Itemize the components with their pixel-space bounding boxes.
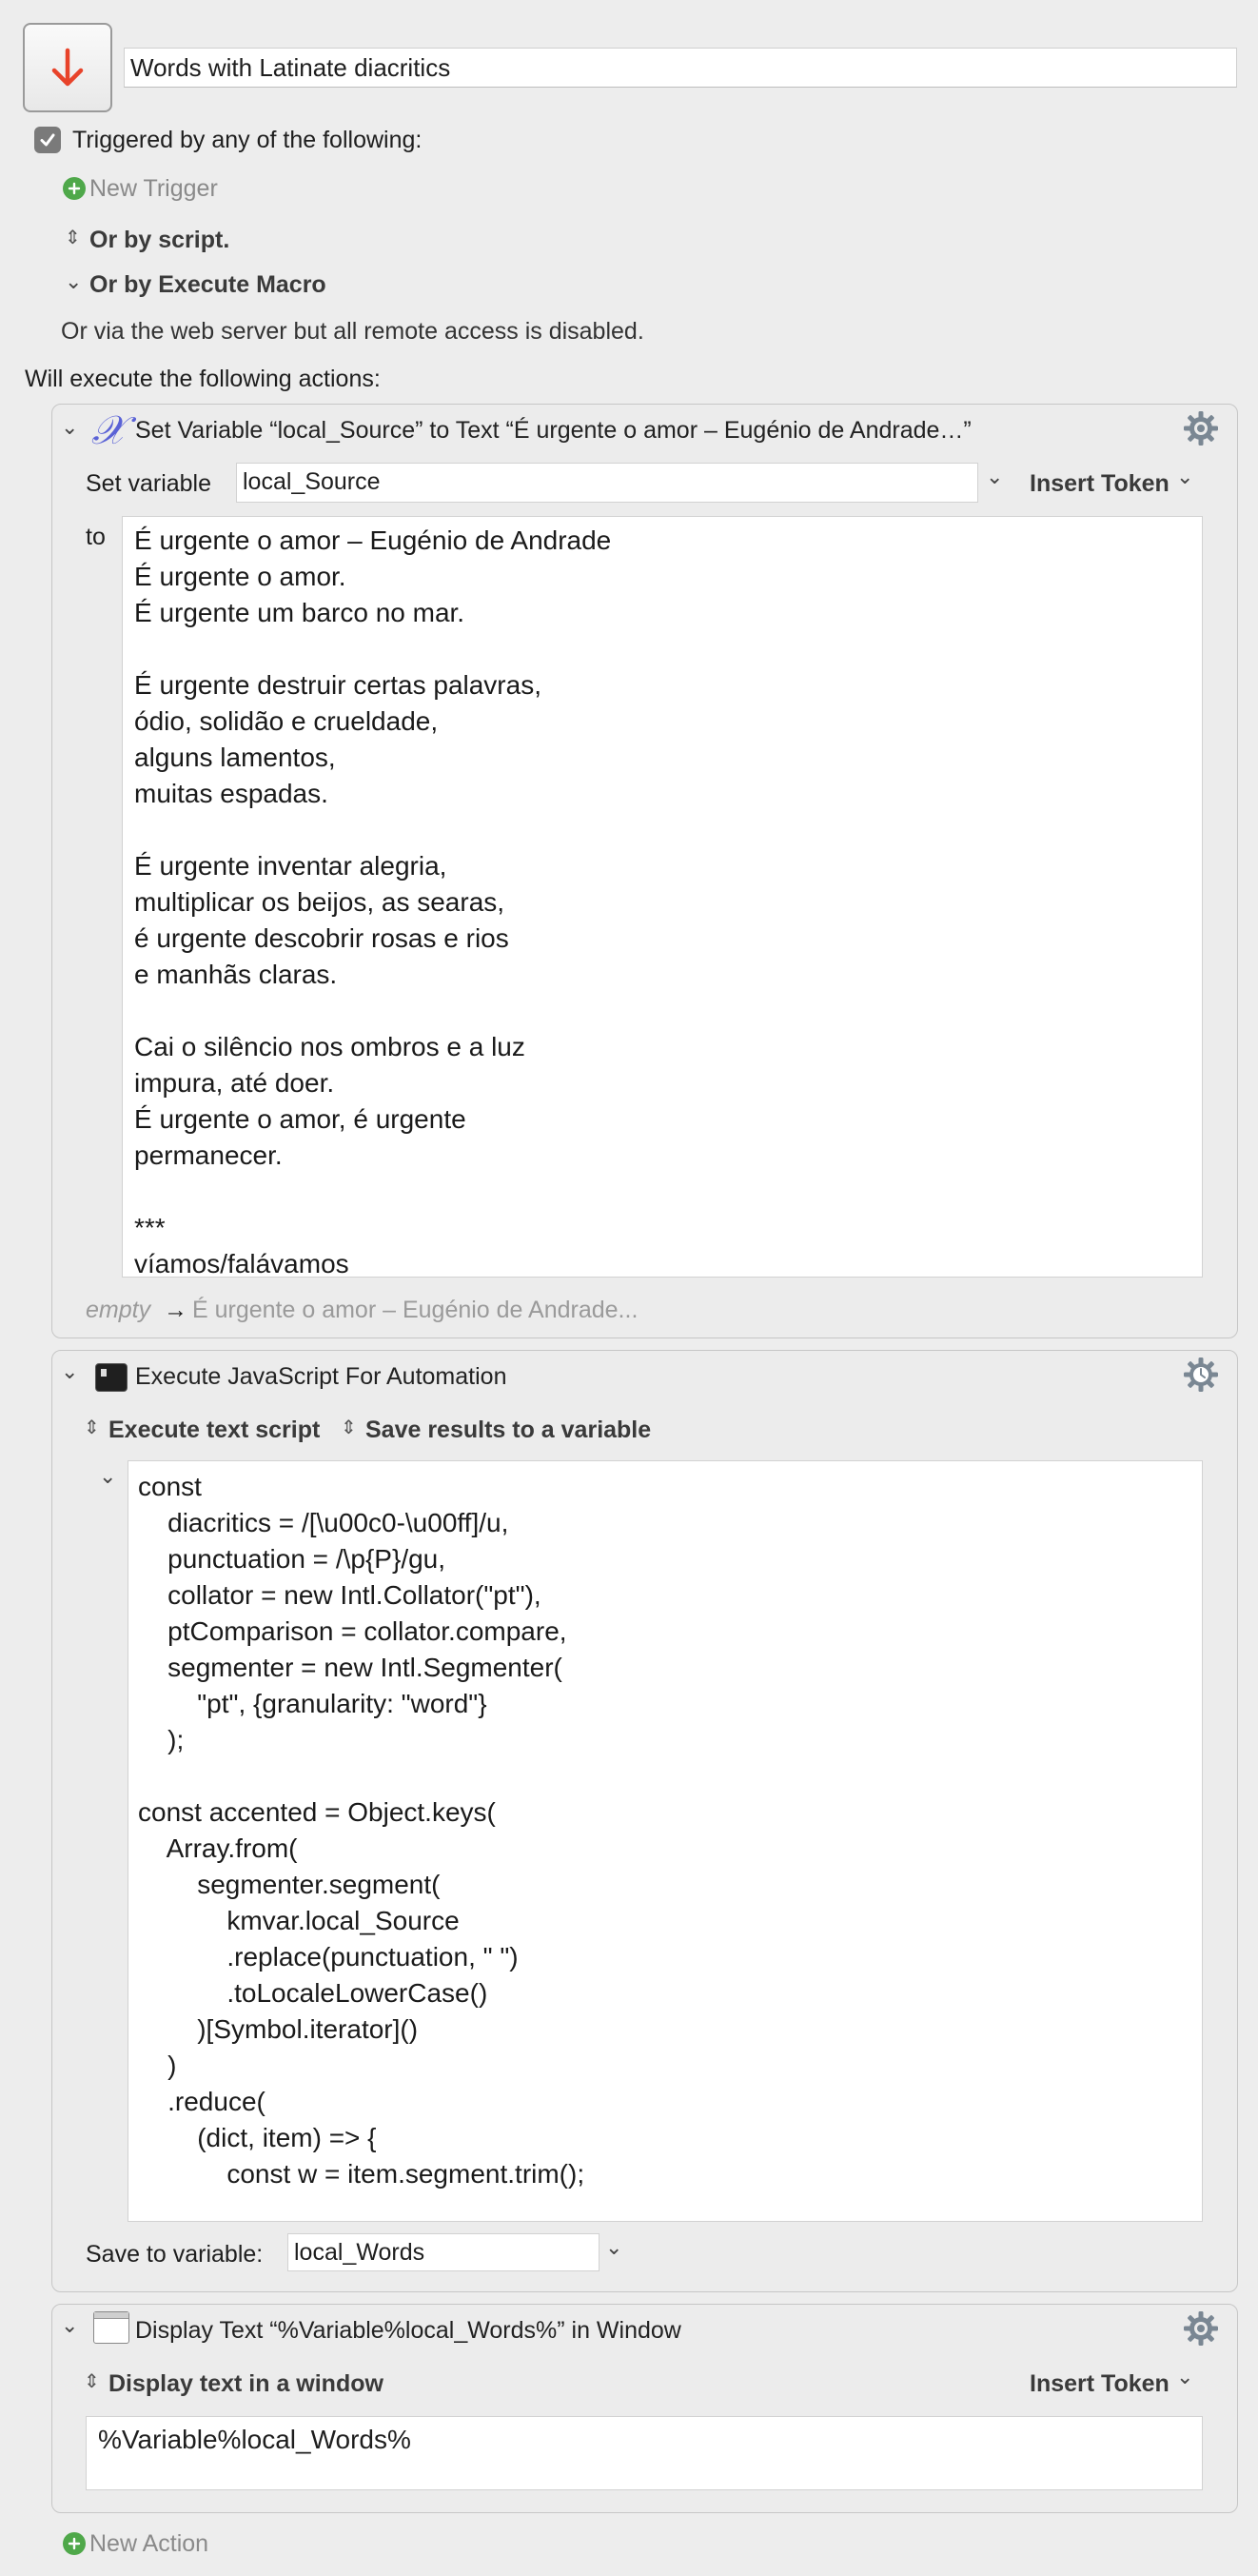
window-icon: [93, 2311, 129, 2344]
preview-value: É urgente o amor – Eugénio de Andrade...: [192, 1297, 639, 1323]
code-line: );: [138, 1725, 185, 1754]
code-line: Array.from(: [138, 1833, 298, 1863]
preview-arrow-icon: →: [164, 1297, 187, 1323]
gear-icon[interactable]: [1182, 2309, 1220, 2348]
code-line: [138, 1758, 1202, 1794]
code-line: diacritics = /[\u00c0-\u00ff]/u,: [138, 1508, 509, 1537]
preview-empty-label: empty: [86, 1297, 151, 1323]
text-line: impura, até doer.: [134, 1068, 335, 1098]
new-trigger-button[interactable]: New Trigger: [89, 175, 218, 202]
text-line: É urgente um barco no mar.: [134, 598, 465, 627]
code-line: .reduce(: [138, 2087, 265, 2116]
updown-chevron-icon: ⇕: [84, 2371, 100, 2392]
text-line: É urgente destruir certas palavras,: [134, 670, 541, 700]
text-line: [134, 812, 1202, 848]
new-action-plus-icon[interactable]: [63, 2532, 86, 2555]
chevron-down-icon[interactable]: ⌄: [65, 269, 83, 293]
script-editor[interactable]: [128, 1460, 1203, 2222]
display-mode-popup[interactable]: Display text in a window: [108, 2370, 383, 2397]
text-line: [134, 993, 1202, 1029]
text-line: É urgente o amor, é urgente: [134, 1104, 466, 1134]
text-line: Cai o silêncio nos ombros e a luz: [134, 1032, 525, 1061]
text-line: multiplicar os beijos, as searas,: [134, 887, 505, 917]
gear-icon[interactable]: [1182, 409, 1220, 447]
text-line: alguns lamentos,: [134, 743, 336, 772]
text-line: é urgente descobrir rosas e rios: [134, 923, 509, 953]
updown-chevron-icon: ⇕: [84, 1417, 100, 1438]
text-line: [134, 1174, 1202, 1210]
text-line: e manhãs claras.: [134, 960, 338, 989]
text-line: permanecer.: [134, 1140, 283, 1170]
insert-token-chevron-icon[interactable]: ⌄: [1176, 465, 1194, 488]
text-line: É urgente o amor.: [134, 562, 346, 591]
code-line: collator = new Intl.Collator("pt"),: [138, 1580, 541, 1610]
code-line: const: [138, 1472, 202, 1501]
variable-dropdown-chevron-icon[interactable]: ⌄: [986, 465, 1004, 488]
display-text-field[interactable]: %Variable%local_Words%: [86, 2416, 1203, 2490]
text-line: É urgente inventar alegria,: [134, 851, 447, 881]
insert-token-button[interactable]: Insert Token: [1030, 470, 1170, 497]
collapse-chevron-icon[interactable]: ⌄: [61, 415, 79, 439]
updown-chevron-icon: ⇕: [341, 1417, 357, 1438]
code-line: ): [138, 2051, 177, 2080]
insert-token-button[interactable]: Insert Token: [1030, 2370, 1170, 2397]
variable-x-icon: 𝒳: [91, 409, 127, 453]
insert-token-chevron-icon[interactable]: ⌄: [1176, 2365, 1194, 2388]
text-line: víamos/falávamos: [134, 1249, 349, 1278]
macro-name-field[interactable]: Words with Latinate diacritics: [124, 48, 1237, 88]
new-action-button[interactable]: New Action: [89, 2530, 209, 2557]
fold-chevron-icon[interactable]: ⌄: [99, 1464, 117, 1488]
new-trigger-plus-icon[interactable]: [63, 177, 86, 200]
set-variable-title: Set Variable “local_Source” to Text “É urgente o amor – Eugénio de Andrade…”: [135, 417, 972, 444]
terminal-icon: [95, 1363, 128, 1392]
clock-gear-icon[interactable]: [1182, 1356, 1220, 1394]
code-line: punctuation = /\p{P}/gu,: [138, 1544, 446, 1574]
code-line: .replace(punctuation, " "): [138, 1942, 519, 1972]
checkmark-icon: [38, 130, 57, 149]
text-line: ***: [134, 1213, 166, 1242]
text-line: [134, 631, 1202, 667]
save-to-variable-label: Save to variable:: [86, 2241, 264, 2268]
or-by-script-toggle[interactable]: Or by script.: [89, 227, 230, 253]
display-text-title: Display Text “%Variable%local_Words%” in Window: [135, 2317, 681, 2344]
save-to-variable-field[interactable]: local_Words: [287, 2233, 600, 2271]
code-line: const accented = Object.keys(: [138, 1797, 496, 1827]
updown-chevron-icon: ⇕: [65, 228, 81, 248]
text-line: muitas espadas.: [134, 779, 328, 808]
code-line: kmvar.local_Source: [138, 1906, 460, 1935]
code-line: (dict, item) => {: [138, 2123, 377, 2152]
set-variable-label: Set variable: [86, 470, 212, 497]
code-line: .toLocaleLowerCase(): [138, 1978, 488, 2008]
execute-js-title: Execute JavaScript For Automation: [135, 1363, 507, 1390]
collapse-chevron-icon[interactable]: ⌄: [61, 1359, 79, 1383]
macro-icon[interactable]: [23, 23, 112, 112]
code-line: segmenter.segment(: [138, 1870, 441, 1899]
web-server-note: Or via the web server but all remote access is disabled.: [61, 318, 644, 345]
to-label: to: [86, 524, 106, 550]
text-value-area[interactable]: [122, 516, 1203, 1278]
triggered-checkbox[interactable]: [34, 127, 61, 153]
save-variable-chevron-icon[interactable]: ⌄: [605, 2235, 623, 2259]
collapse-chevron-icon[interactable]: ⌄: [61, 2313, 79, 2337]
variable-name-field[interactable]: local_Source: [236, 463, 978, 503]
code-line: )[Symbol.iterator](): [138, 2014, 419, 2044]
or-by-execute-macro-toggle[interactable]: Or by Execute Macro: [89, 271, 326, 298]
code-line: ptComparison = collator.compare,: [138, 1616, 567, 1646]
code-line: segmenter = new Intl.Segmenter(: [138, 1653, 562, 1682]
down-arrow-icon: [45, 45, 90, 90]
results-mode-popup[interactable]: Save results to a variable: [365, 1417, 652, 1443]
triggered-label: Triggered by any of the following:: [72, 127, 423, 153]
text-line: ódio, solidão e crueldade,: [134, 706, 439, 736]
code-line: const w = item.segment.trim();: [138, 2159, 585, 2189]
execute-mode-popup[interactable]: Execute text script: [108, 1417, 321, 1443]
text-line: É urgente o amor – Eugénio de Andrade: [134, 525, 612, 555]
code-line: "pt", {granularity: "word"}: [138, 1689, 487, 1718]
will-execute-label: Will execute the following actions:: [25, 366, 381, 392]
